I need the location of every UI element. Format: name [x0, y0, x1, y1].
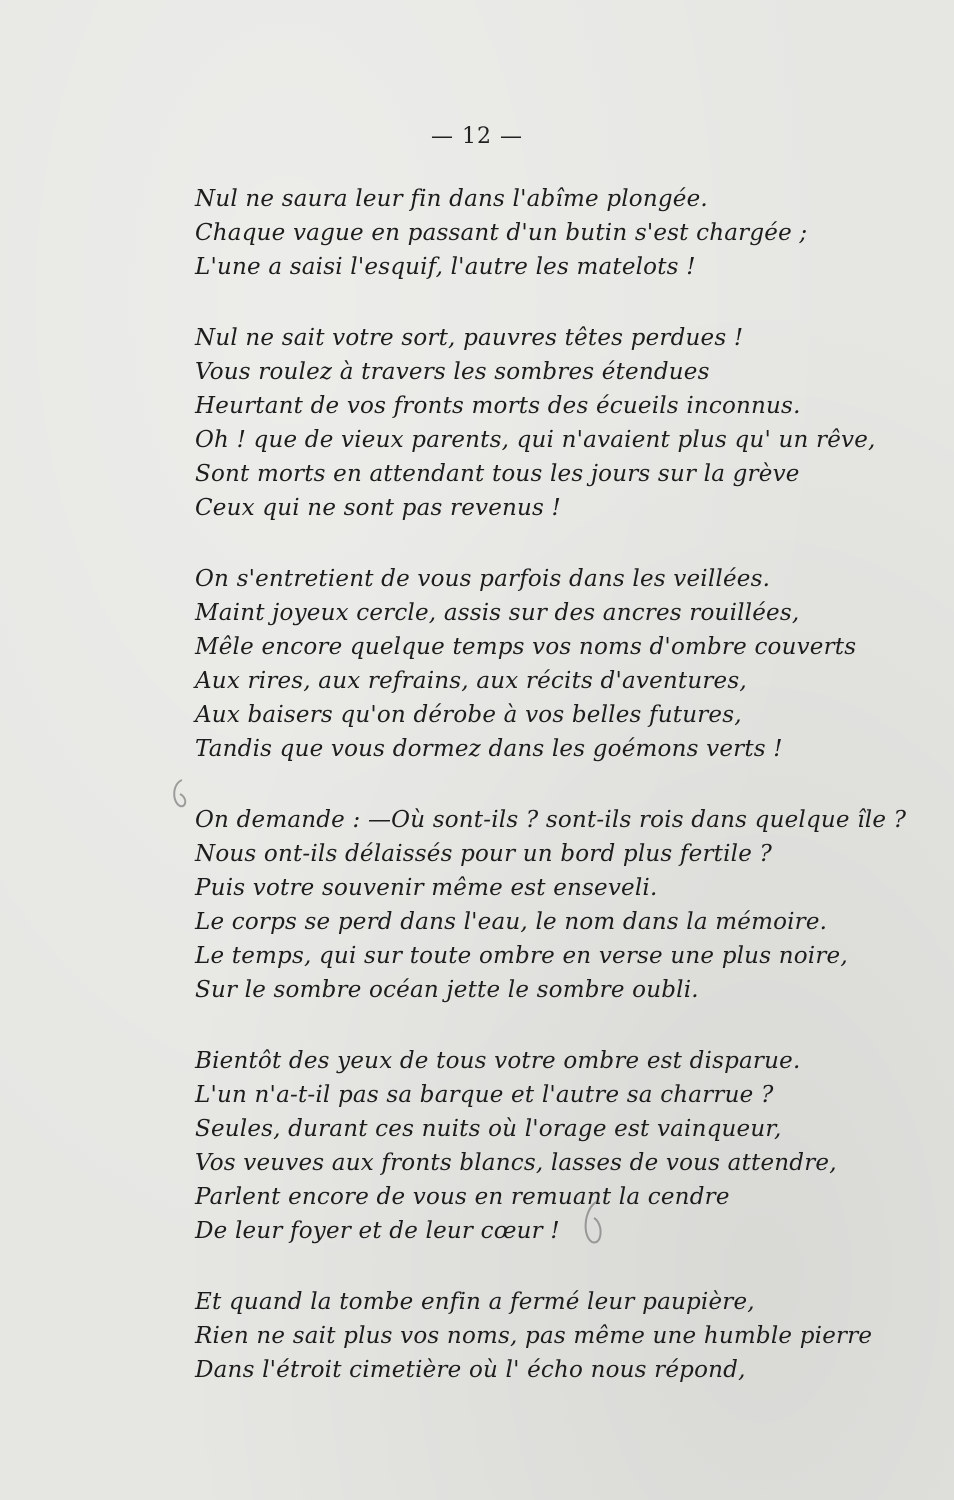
stanza-5 — [195, 1044, 915, 1248]
stanza-break — [195, 525, 915, 562]
poem-line: Puis votre souvenir même est enseveli. — [195, 875, 658, 901]
poem-line: On s'entretient de vous parfois dans les veillées. — [195, 566, 771, 592]
stanza-break — [195, 1248, 915, 1285]
poem-line: Aux rires, aux refrains, aux récits d'aventures, — [195, 668, 747, 694]
pencil-mark — [168, 776, 194, 812]
poem-text — [195, 182, 915, 1387]
poem-line: L'une a saisi l'esquif, l'autre les matelots ! — [195, 254, 696, 280]
page-number: — 12 — — [431, 124, 523, 149]
poem-line: On demande : —Où sont-ils ? sont-ils rois dans quelque île ? — [195, 807, 907, 833]
poem-line: Parlent encore de vous en remuant la cendre — [195, 1184, 730, 1210]
poem-line: Nous ont-ils délaissés pour un bord plus fertile ? — [195, 841, 773, 867]
poem-line: Chaque vague en passant d'un butin s'est chargée ; — [195, 220, 808, 246]
poem-line: Vous roulez à travers les sombres étendues — [195, 359, 710, 385]
poem-line: Rien ne sait plus vos noms, pas même une humble pierre — [195, 1323, 873, 1349]
poem-line: Sont morts en attendant tous les jours sur la grève — [195, 461, 800, 487]
poem-line: Aux baisers qu'on dérobe à vos belles futures, — [195, 702, 742, 728]
poem-line: Le corps se perd dans l'eau, le nom dans la mémoire. — [195, 909, 828, 935]
pencil-mark — [578, 1198, 608, 1248]
stanza-3 — [195, 562, 915, 766]
poem-line: Dans l'étroit cimetière où l' écho nous répond, — [195, 1357, 746, 1383]
poem-line: Heurtant de vos fronts morts des écueils inconnus. — [195, 393, 801, 419]
poem-line: Nul ne saura leur fin dans l'abîme plongée. — [195, 186, 708, 212]
stanza-4 — [195, 803, 915, 1007]
poem-line: Mêle encore quelque temps vos noms d'ombre couverts — [195, 634, 857, 660]
stanza-2 — [195, 321, 915, 525]
stanza-6 — [195, 1285, 915, 1387]
poem-line: Sur le sombre océan jette le sombre oubli. — [195, 977, 699, 1003]
stanza-break — [195, 1007, 915, 1044]
stanza-break — [195, 766, 915, 803]
poem-line: Oh ! que de vieux parents, qui n'avaient plus qu' un rêve, — [195, 427, 876, 453]
poem-line: Et quand la tombe enfin a fermé leur paupière, — [195, 1289, 755, 1315]
poem-line: De leur foyer et de leur cœur ! — [195, 1218, 560, 1244]
poem-line: Vos veuves aux fronts blancs, lasses de vous attendre, — [195, 1150, 837, 1176]
stanza-break — [195, 284, 915, 321]
poem-line: Bientôt des yeux de tous votre ombre est disparue. — [195, 1048, 801, 1074]
poem-line: Maint joyeux cercle, assis sur des ancres rouillées, — [195, 600, 800, 626]
poem-line: L'un n'a-t-il pas sa barque et l'autre sa charrue ? — [195, 1082, 774, 1108]
stanza-1 — [195, 182, 915, 284]
poem-line: Nul ne sait votre sort, pauvres têtes perdues ! — [195, 325, 744, 351]
poem-line: Ceux qui ne sont pas revenus ! — [195, 495, 562, 521]
poem-line: Le temps, qui sur toute ombre en verse une plus noire, — [195, 943, 848, 969]
poem-line: Seules, durant ces nuits où l'orage est vainqueur, — [195, 1116, 782, 1142]
poem-line: Tandis que vous dormez dans les goémons verts ! — [195, 736, 783, 762]
